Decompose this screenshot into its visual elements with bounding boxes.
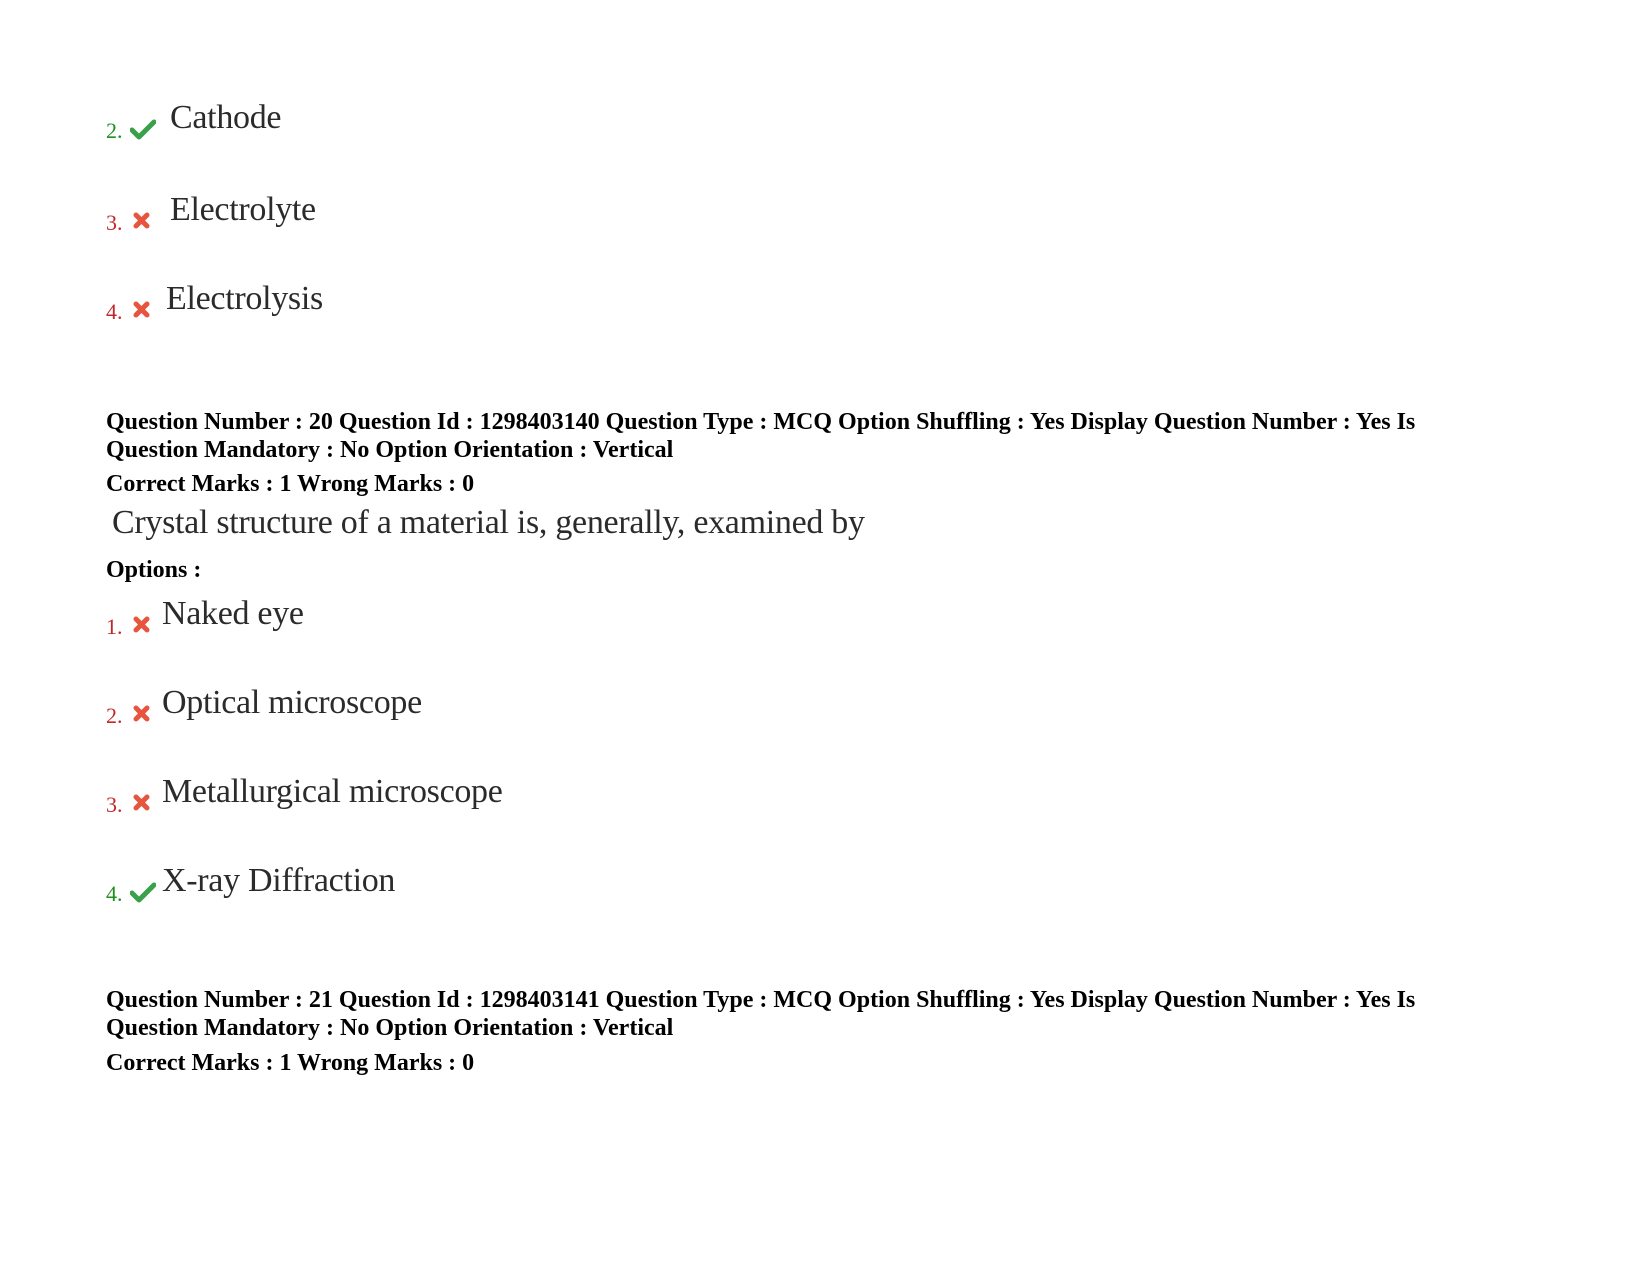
check-icon: [130, 118, 156, 140]
option-text: Metallurgical microscope: [162, 773, 503, 810]
option-text: Cathode: [170, 99, 282, 136]
option-number: 3.: [106, 210, 123, 235]
option-number: 2.: [106, 703, 123, 728]
question-meta: Question Mandatory : No Option Orientation : Vertical: [106, 437, 674, 463]
option-text: Electrolyte: [170, 191, 316, 228]
question-text: Crystal structure of a material is, generally, examined by: [112, 504, 865, 541]
question-meta: Question Mandatory : No Option Orientation : Vertical: [106, 1015, 674, 1041]
option-text: X-ray Diffraction: [162, 862, 396, 899]
options-label: Options :: [106, 557, 202, 583]
check-icon: [130, 881, 156, 903]
question-marks: Correct Marks : 1 Wrong Marks : 0: [106, 471, 475, 497]
option-text: Electrolysis: [166, 280, 323, 317]
question-meta: Question Number : 21 Question Id : 1298403141 Question Type : MCQ Option Shuffling : Yes Display Question Number : Yes Is: [106, 987, 1416, 1013]
option-number: 3.: [106, 792, 123, 817]
cross-icon: [130, 210, 156, 232]
option-number: 4.: [106, 881, 123, 906]
option-number: 2.: [106, 118, 123, 143]
cross-icon: [130, 299, 156, 321]
option-text: Optical microscope: [162, 684, 422, 721]
question-meta: Question Number : 20 Question Id : 1298403140 Question Type : MCQ Option Shuffling : Yes Display Question Number : Yes Is: [106, 409, 1416, 435]
cross-icon: [130, 614, 156, 636]
option-text: Naked eye: [162, 595, 304, 632]
question-marks: Correct Marks : 1 Wrong Marks : 0: [106, 1050, 475, 1076]
cross-icon: [130, 792, 156, 814]
option-number: 4.: [106, 299, 123, 324]
cross-icon: [130, 703, 156, 725]
option-number: 1.: [106, 614, 123, 639]
